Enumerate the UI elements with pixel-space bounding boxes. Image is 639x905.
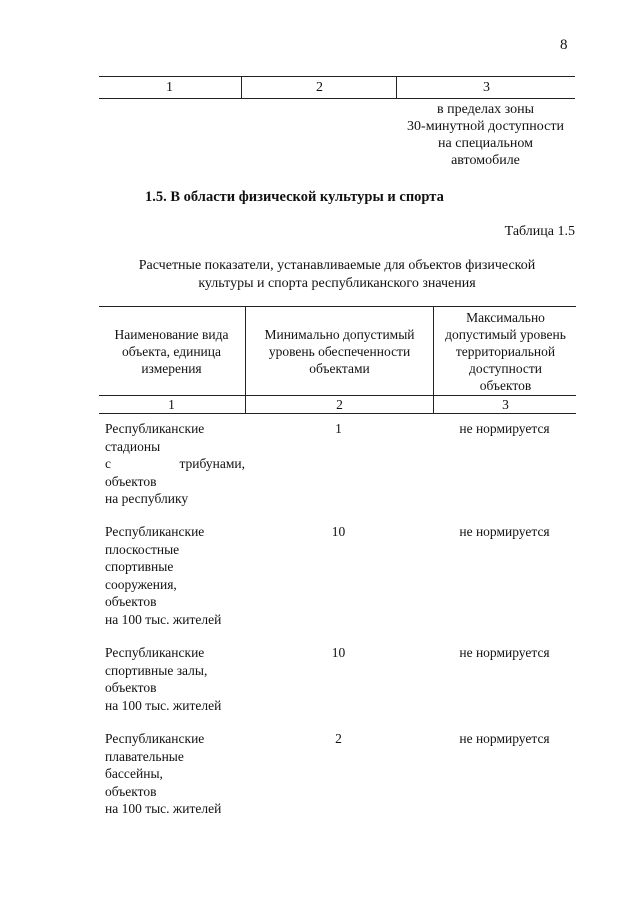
table-caption — [99, 257, 575, 293]
header-line: Наименование вида — [114, 326, 229, 342]
max-access-value: не нормируется — [459, 421, 550, 436]
object-name — [105, 730, 245, 818]
header-max-access — [433, 307, 577, 395]
column-number-2: 2 — [241, 77, 397, 98]
column-number-1: 1 — [166, 80, 173, 95]
max-access-value: не нормируется — [459, 731, 550, 746]
header-line: территориальной — [455, 343, 556, 359]
name-line: Республиканские — [105, 421, 205, 436]
column-number-3: 3 — [433, 396, 577, 413]
object-name — [105, 644, 245, 714]
column-numbers-row — [99, 396, 576, 414]
name-line: объектов — [105, 473, 157, 489]
name-line: Республиканские — [105, 731, 205, 746]
name-line: объектов — [105, 783, 157, 799]
name-word: с — [105, 456, 111, 472]
name-line — [105, 455, 245, 473]
name-line: сооружения, — [105, 576, 177, 592]
header-line: Минимально допустимый — [264, 326, 415, 342]
page-number: 8 — [560, 37, 568, 53]
section-title: 1.5. В области физической культуры и спорта — [145, 189, 444, 205]
continuation-line: автомобиле — [451, 153, 520, 168]
caption-line: культуры и спорта республиканского значения — [198, 276, 476, 291]
name-line: объектов — [105, 594, 157, 610]
name-line: стадионы — [105, 438, 161, 454]
object-name — [105, 523, 245, 629]
name-line: на республику — [105, 491, 189, 507]
object-name — [105, 420, 245, 508]
name-line: объектов — [105, 680, 157, 696]
max-access-value: не нормируется — [459, 645, 550, 660]
min-level-value: 2 — [335, 731, 342, 746]
standards-table — [99, 306, 576, 817]
header-min-level — [245, 307, 433, 395]
continuation-table-header — [99, 76, 575, 99]
continuation-line: 30-минутной доступности — [407, 119, 564, 134]
header-line: допустимый уровень — [445, 326, 566, 342]
header-line: объектами — [309, 360, 370, 376]
name-line: на 100 тыс. жителей — [105, 611, 222, 627]
header-line: доступности — [468, 360, 543, 376]
name-line: спортивные залы, — [105, 662, 208, 678]
min-level-value: 10 — [331, 524, 346, 539]
name-line: плоскостные — [105, 541, 180, 557]
name-line: Республиканские — [105, 645, 205, 660]
name-line: спортивные — [105, 559, 174, 575]
name-line: плавательные — [105, 748, 184, 764]
min-level-value: 10 — [331, 645, 346, 660]
header-line: объектов — [479, 377, 532, 393]
name-line: бассейны, — [105, 766, 163, 782]
header-line: измерения — [141, 360, 202, 376]
name-word: трибунами, — [179, 456, 245, 472]
table-header — [99, 306, 576, 396]
name-line: Республиканские — [105, 524, 205, 539]
header-line: Максимально — [466, 309, 545, 325]
table-label: Таблица 1.5 — [504, 224, 575, 239]
column-number-3: 3 — [396, 77, 576, 98]
header-object-type — [99, 307, 244, 395]
caption-line: Расчетные показатели, устанавливаемые для объектов физической — [138, 258, 536, 273]
continuation-line: в пределах зоны — [436, 102, 534, 117]
column-number-1: 1 — [168, 397, 175, 412]
header-line: объекта, единица — [121, 343, 221, 359]
header-line: уровень обеспеченности — [268, 343, 411, 359]
column-number-2: 2 — [245, 396, 433, 413]
continuation-line: на специальном — [438, 136, 533, 151]
min-level-value: 1 — [335, 421, 342, 436]
continuation-cell-text — [393, 101, 578, 169]
max-access-value: не нормируется — [459, 524, 550, 539]
name-line: на 100 тыс. жителей — [105, 801, 222, 817]
name-line: на 100 тыс. жителей — [105, 697, 222, 713]
